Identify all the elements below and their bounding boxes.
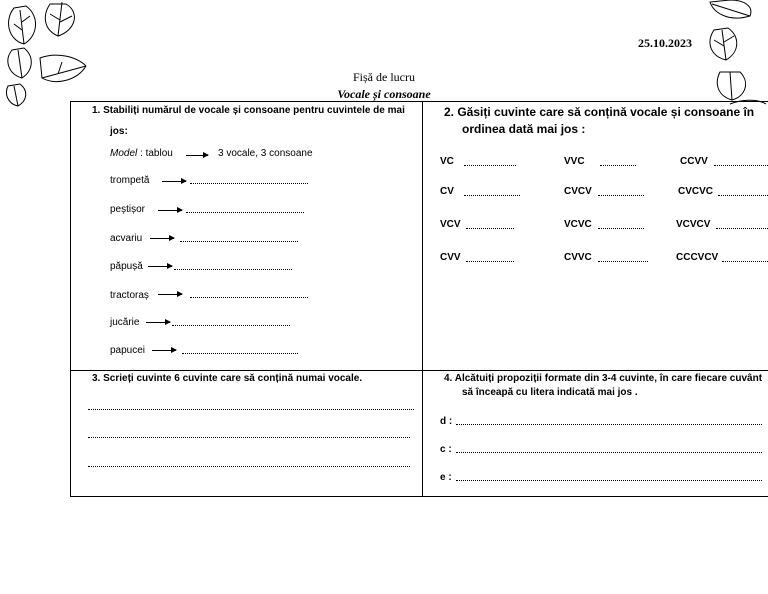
ex1-word: acvariu — [110, 233, 143, 244]
grid-vertical-divider — [422, 101, 423, 497]
ex3-answer-line[interactable] — [88, 409, 414, 410]
ex2-answer-line[interactable] — [600, 165, 636, 166]
ex1-model-word: : tablou — [137, 148, 173, 159]
ex2-answer-line[interactable] — [466, 261, 514, 262]
ex4-instruction-line1: 4. Alcătuiți propoziții formate din 3-4 cuvinte, în care fiecare cuvânt — [444, 373, 763, 384]
ex1-arrow — [146, 322, 170, 323]
ex1-answer-line[interactable] — [190, 183, 308, 184]
ex2-pattern: VCVC — [564, 219, 592, 230]
ex1-model-label: Model — [110, 148, 138, 159]
ex2-answer-line[interactable] — [464, 195, 520, 196]
ex2-pattern: VC — [440, 156, 454, 167]
ex2-pattern: CVVC — [564, 252, 592, 263]
ex4-instruction-line2: să înceapă cu litera indicată mai jos . — [462, 387, 638, 398]
ex2-answer-line[interactable] — [718, 195, 768, 196]
ex4-letter: d : — [440, 416, 453, 427]
ex2-answer-line[interactable] — [722, 261, 768, 262]
ex1-instruction-line2: jos: — [110, 126, 128, 137]
ex2-instruction-line2: ordinea dată mai jos : — [462, 122, 586, 136]
ex3-answer-line[interactable] — [88, 466, 410, 467]
ex1-answer-line[interactable] — [182, 353, 298, 354]
ex1-answer-line[interactable] — [180, 241, 298, 242]
ex1-answer-line[interactable] — [174, 269, 292, 270]
ex2-answer-line[interactable] — [598, 195, 644, 196]
worksheet-subtitle: Vocale și consoane — [337, 87, 431, 101]
ex4-letter: e : — [440, 472, 452, 483]
ex2-pattern: CVV — [440, 252, 461, 263]
ex1-arrow — [148, 266, 172, 267]
ex1-arrow — [158, 294, 182, 295]
ex2-answer-line[interactable] — [714, 165, 768, 166]
ex3-answer-line[interactable] — [88, 437, 410, 438]
ex1-model-answer: 3 vocale, 3 consoane — [218, 148, 313, 159]
ex2-pattern: CVCV — [564, 186, 592, 197]
ex1-arrow — [152, 350, 176, 351]
ex1-model — [110, 148, 173, 159]
ex4-answer-line[interactable] — [456, 424, 762, 425]
ex1-arrow — [158, 210, 182, 211]
ex1-word: tractoraș — [110, 290, 149, 301]
ex2-pattern: VVC — [564, 156, 585, 167]
worksheet-date: 25.10.2023 — [638, 36, 692, 50]
ex2-pattern: CCCVCV — [676, 252, 719, 263]
ex2-answer-line[interactable] — [466, 228, 514, 229]
ex1-answer-line[interactable] — [172, 325, 290, 326]
ex1-word: păpușă — [110, 261, 143, 272]
ex4-answer-line[interactable] — [456, 452, 762, 453]
ex1-instruction-line1: 1. Stabiliți numărul de vocale și consoane pentru cuvintele de mai — [92, 105, 405, 116]
ex2-answer-line[interactable] — [716, 228, 768, 229]
ex1-word: jucărie — [110, 317, 140, 328]
ex3-instruction: 3. Scrieți cuvinte 6 cuvinte care să conțină numai vocale. — [92, 373, 363, 384]
ex2-pattern: CCVV — [680, 156, 708, 167]
ex2-answer-line[interactable] — [464, 165, 516, 166]
ex2-answer-line[interactable] — [598, 261, 648, 262]
ex1-arrow — [162, 181, 186, 182]
grid-horizontal-divider — [70, 370, 768, 371]
ex4-letter: c : — [440, 444, 452, 455]
ex1-answer-line[interactable] — [190, 297, 308, 298]
ex1-word: papucei — [110, 345, 146, 356]
ex2-instruction-line1: 2. Găsiți cuvinte care să conțină vocale și consoane în — [444, 105, 755, 119]
ex2-pattern: CV — [440, 186, 454, 197]
ex2-answer-line[interactable] — [598, 228, 644, 229]
worksheet-title: Fișă de lucru — [353, 70, 415, 84]
ex2-pattern: VCVCV — [676, 219, 711, 230]
ex1-answer-line[interactable] — [186, 212, 304, 213]
ex1-word: peștișor — [110, 204, 146, 215]
ex4-answer-line[interactable] — [456, 480, 762, 481]
ex1-word: trompetă — [110, 175, 150, 186]
ex2-pattern: VCV — [440, 219, 461, 230]
ex2-pattern: CVCVC — [678, 186, 714, 197]
ex1-arrow — [150, 238, 174, 239]
ex1-model-arrow — [186, 155, 208, 156]
